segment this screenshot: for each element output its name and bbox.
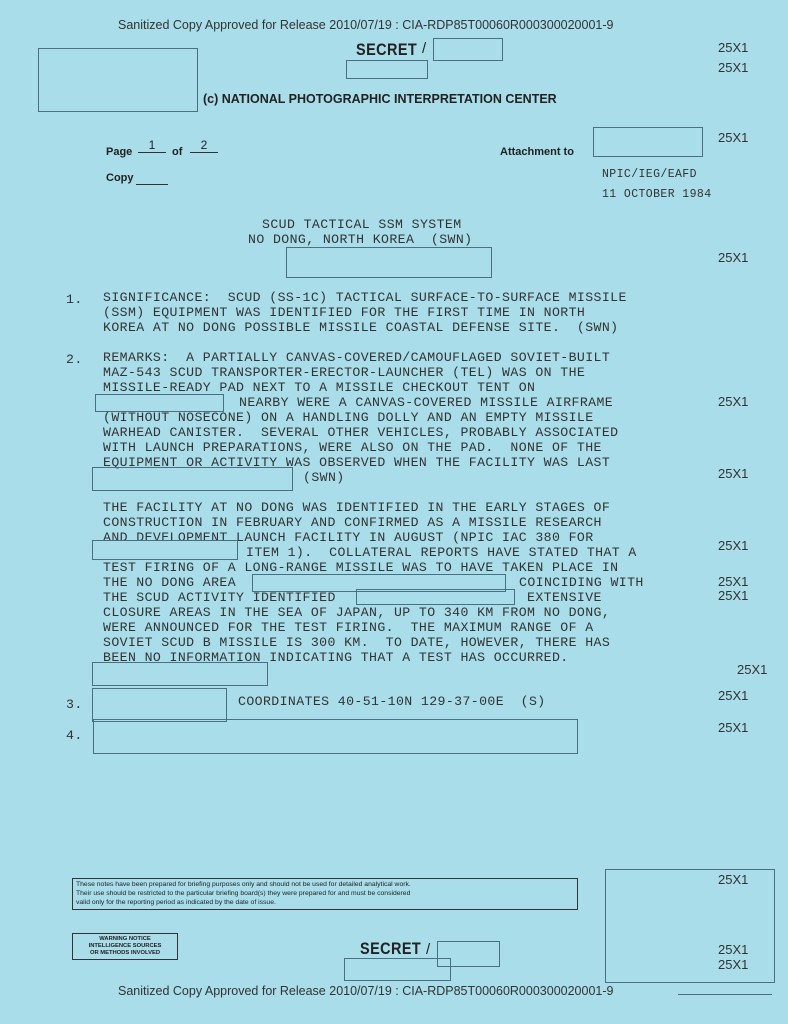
disclaimer-line: These notes have been prepared for briefing purposes only and should not be used for detailed analytical work.	[76, 881, 411, 888]
para1-number: 1.	[66, 292, 83, 307]
para2-line: WITH LAUNCH PREPARATIONS, WERE ALSO ON THE PAD. NONE OF THE	[103, 440, 602, 455]
para1-line: SIGNIFICANCE: SCUD (SS-1C) TACTICAL SURFACE-TO-SURFACE MISSILE	[103, 290, 627, 305]
warning-line: INTELLIGENCE SOURCES	[88, 943, 162, 949]
para2-line: NEARBY WERE A CANVAS-COVERED MISSILE AIRFRAME	[239, 395, 614, 410]
redaction-tag: 25X1	[718, 40, 749, 55]
para1-line: KOREA AT NO DONG POSSIBLE MISSILE COASTAL DEFENSE SITE. (SWN)	[103, 320, 619, 335]
para2-line: REMARKS: A PARTIALLY CANVAS-COVERED/CAMOUFLAGED SOVIET-BUILT	[103, 350, 611, 365]
redaction-box	[93, 719, 578, 754]
report-date: 11 OCTOBER 1984	[602, 188, 712, 201]
warning-line: OR METHODS INVOLVED	[89, 950, 161, 956]
disclaimer-line: valid only for the reporting period as indicated by the date of issue.	[76, 899, 276, 907]
redaction-tag: 25X1	[718, 250, 749, 265]
redaction-tag: 25X1	[718, 588, 749, 603]
para2-line: (WITHOUT NOSECONE) ON A HANDLING DOLLY AND AN EMPTY MISSILE	[103, 410, 594, 425]
disclaimer-box	[72, 878, 578, 910]
of-label: of	[172, 146, 183, 158]
redaction-tag: 25X1	[718, 688, 749, 703]
redaction-box	[92, 688, 227, 722]
redaction-tag: 25X1	[718, 394, 749, 409]
redaction-box	[605, 869, 775, 983]
disclaimer-line: Their use should be restricted to the particular briefing board(s) they were prepared for and must be considered	[76, 890, 411, 898]
para2b-line: CLOSURE AREAS IN THE SEA OF JAPAN, UP TO 340 KM FROM NO DONG,	[103, 605, 611, 620]
redaction-box	[92, 540, 238, 560]
redaction-box	[344, 958, 451, 981]
office-code: NPIC/IEG/EAFD	[602, 168, 697, 181]
classification-slash-top: /	[422, 40, 427, 57]
copy-label: Copy	[106, 172, 134, 184]
para2-line: (SWN)	[303, 470, 345, 485]
para4-number: 4.	[66, 728, 83, 743]
para3-number: 3.	[66, 697, 83, 712]
redaction-box	[593, 127, 703, 157]
para2b-line: TEST FIRING OF A LONG-RANGE MISSILE WAS TO HAVE TAKEN PLACE IN	[103, 560, 619, 575]
redaction-box	[92, 467, 293, 491]
para2b-line: EXTENSIVE	[527, 590, 602, 605]
redaction-tag: 25X1	[718, 466, 749, 481]
redaction-tag: 25X1	[718, 720, 749, 735]
para2b-line: COINCIDING WITH	[519, 575, 644, 590]
redaction-tag: 25X1	[737, 662, 768, 677]
para1-line: (SSM) EQUIPMENT WAS IDENTIFIED FOR THE FIRST TIME IN NORTH	[103, 305, 586, 320]
redaction-line	[678, 994, 772, 995]
para2b-line: THE SCUD ACTIVITY IDENTIFIED	[103, 590, 336, 605]
page-label: Page	[106, 146, 133, 158]
coordinates: COORDINATES 40-51-10N 129-37-00E (S)	[238, 694, 546, 709]
para2b-line: THE FACILITY AT NO DONG WAS IDENTIFIED IN THE EARLY STAGES OF	[103, 500, 611, 515]
para2-line: MAZ-543 SCUD TRANSPORTER-ERECTOR-LAUNCHER (TEL) WAS ON THE	[103, 365, 586, 380]
release-banner-top: Sanitized Copy Approved for Release 2010/07/19 : CIA-RDP85T00060R000300020001-9	[118, 18, 614, 32]
copy-field	[136, 184, 168, 185]
redaction-box	[346, 60, 428, 79]
classification-bottom: SECRET	[360, 939, 422, 958]
page-total: 2	[190, 138, 218, 153]
redaction-tag: 25X1	[718, 60, 749, 75]
redaction-tag: 25X1	[718, 538, 749, 553]
center-name: (c) NATIONAL PHOTOGRAPHIC INTERPRETATION CENTER	[203, 92, 557, 106]
redaction-box	[92, 662, 268, 686]
report-title-line2: NO DONG, NORTH KOREA (SWN)	[248, 232, 473, 247]
attachment-label: Attachment to	[500, 146, 574, 158]
para2-line: MISSILE-READY PAD NEXT TO A MISSILE CHECKOUT TENT ON	[103, 380, 536, 395]
redaction-box	[38, 48, 198, 112]
redaction-box	[286, 247, 492, 278]
para2b-line: THE NO DONG AREA	[103, 575, 237, 590]
para2-line: EQUIPMENT OR ACTIVITY WAS OBSERVED WHEN THE FACILITY WAS LAST	[103, 455, 611, 470]
redaction-tag: 25X1	[718, 574, 749, 589]
para2-number: 2.	[66, 352, 83, 367]
para2b-line: WERE ANNOUNCED FOR THE TEST FIRING. THE MAXIMUM RANGE OF A	[103, 620, 594, 635]
redaction-tag: 25X1	[718, 942, 749, 957]
redaction-tag: 25X1	[718, 130, 749, 145]
report-title-line1: SCUD TACTICAL SSM SYSTEM	[262, 217, 462, 232]
para2b-line: SOVIET SCUD B MISSILE IS 300 KM. TO DATE, HOWEVER, THERE HAS	[103, 635, 611, 650]
warning-notice	[72, 933, 178, 960]
release-banner-bottom: Sanitized Copy Approved for Release 2010/07/19 : CIA-RDP85T00060R000300020001-9	[118, 984, 614, 998]
classification-slash-bottom: /	[426, 941, 431, 958]
para2-line: WARHEAD CANISTER. SEVERAL OTHER VEHICLES, PROBABLY ASSOCIATED	[103, 425, 619, 440]
page-number: 1	[138, 138, 166, 153]
redaction-box	[433, 38, 503, 61]
redaction-tag: 25X1	[718, 957, 749, 972]
para2b-line: BEEN NO INFORMATION INDICATING THAT A TEST HAS OCCURRED.	[103, 650, 569, 665]
classification-top: SECRET	[356, 40, 418, 59]
redaction-box	[356, 589, 515, 605]
redaction-tag: 25X1	[718, 872, 749, 887]
warning-line: WARNING NOTICE	[99, 936, 151, 942]
para2b-line: AND DEVELOPMENT LAUNCH FACILITY IN AUGUST (NPIC IAC 380 FOR	[103, 530, 594, 545]
para2b-line: CONSTRUCTION IN FEBRUARY AND CONFIRMED AS A MISSILE RESEARCH	[103, 515, 602, 530]
para2b-line: ITEM 1). COLLATERAL REPORTS HAVE STATED THAT A	[246, 545, 637, 560]
